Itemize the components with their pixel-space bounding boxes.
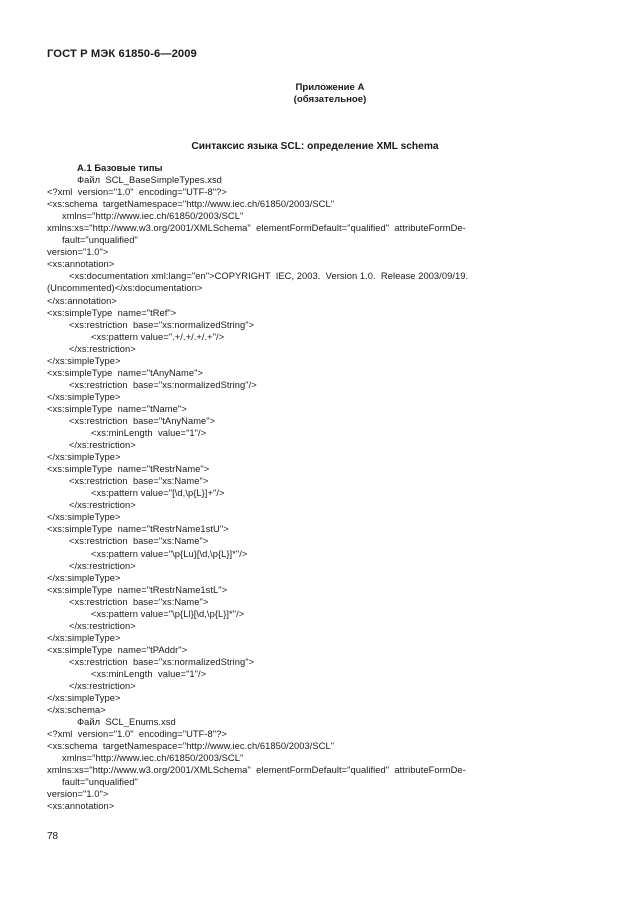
text-line: <xs:restriction base="xs:Name"> xyxy=(69,476,209,487)
text-line: </xs:simpleType> xyxy=(47,452,121,463)
appendix-title: Приложение А xyxy=(295,82,365,93)
text-line: </xs:restriction> xyxy=(69,681,136,692)
text-line: xmlns:xs="http://www.w3.org/2001/XMLSchema" elementFormDefault="qualified" attributeFormDe- xyxy=(47,223,466,234)
text-line: version="1.0"> xyxy=(47,247,109,258)
appendix-status: (обязательное) xyxy=(293,94,367,105)
text-line: </xs:simpleType> xyxy=(47,512,121,523)
text-line: <?xml version="1.0" encoding="UTF-8"?> xyxy=(47,729,227,740)
text-line: <xs:pattern value="[\d,\p{L}]+"/> xyxy=(91,488,225,499)
text-line: </xs:simpleType> xyxy=(47,632,121,643)
text-line: </xs:restriction> xyxy=(69,620,136,631)
text-line: fault="unqualified" xyxy=(62,235,138,246)
text-line: <xs:simpleType name="tRestrName"> xyxy=(47,464,210,475)
text-line: <xs:simpleType name="tRestrName1stU"> xyxy=(47,524,229,535)
text-line: <?xml version="1.0" encoding="UTF-8"?> xyxy=(47,187,227,198)
document-body xyxy=(47,162,607,813)
text-line: </xs:simpleType> xyxy=(47,391,121,402)
text-line: fault="unqualified" xyxy=(62,777,138,788)
text-line: Файл SCL_Enums.xsd xyxy=(77,717,176,728)
text-line: </xs:restriction> xyxy=(69,560,136,571)
text-line: version="1.0"> xyxy=(47,789,109,800)
text-line: <xs:pattern value="\p{Lu}[\d,\p{L}]*"/> xyxy=(91,548,248,559)
text-line: <xs:restriction base="xs:Name"> xyxy=(69,536,209,547)
text-line: <xs:simpleType name="tRef"> xyxy=(47,307,177,318)
text-line: <xs:simpleType name="tName"> xyxy=(47,403,187,414)
text-line: <xs:simpleType name="tAnyName"> xyxy=(47,367,203,378)
text-line: <xs:simpleType name="tRestrName1stL"> xyxy=(47,584,228,595)
text-line: </xs:simpleType> xyxy=(47,693,121,704)
text-line: </xs:schema> xyxy=(47,705,106,716)
section-title: Синтаксис языка SCL: определение XML schema xyxy=(191,141,439,152)
text-line: </xs:restriction> xyxy=(69,343,136,354)
text-line: Файл SCL_BaseSimpleTypes.xsd xyxy=(77,175,222,186)
text-line: (Uncommented)</xs:documentation> xyxy=(47,283,203,294)
text-line: </xs:simpleType> xyxy=(47,572,121,583)
text-line: <xs:pattern value=".+/.+/.+/.+"/> xyxy=(91,331,225,342)
document-header: ГОСТ Р МЭК 61850-6—2009 xyxy=(47,48,197,60)
text-line: <xs:restriction base="tAnyName"> xyxy=(69,415,216,426)
text-line: </xs:restriction> xyxy=(69,440,136,451)
text-line: </xs:restriction> xyxy=(69,500,136,511)
text-line: xmlns="http://www.iec.ch/61850/2003/SCL" xyxy=(62,211,244,222)
text-line: <xs:minLength value="1"/> xyxy=(91,428,207,439)
text-line: xmlns:xs="http://www.w3.org/2001/XMLSchema" elementFormDefault="qualified" attributeFormDe- xyxy=(47,765,466,776)
text-line: xmlns="http://www.iec.ch/61850/2003/SCL" xyxy=(62,753,244,764)
text-line: <xs:documentation xml:lang="en">COPYRIGHT IEC, 2003. Version 1.0. Release 2003/09/19. xyxy=(69,271,469,282)
subsection-heading: A.1 Базовые типы xyxy=(77,163,163,173)
text-line: <xs:schema targetNamespace="http://www.iec.ch/61850/2003/SCL" xyxy=(47,199,335,210)
page-number: 78 xyxy=(47,831,59,842)
text-line: <xs:restriction base="xs:normalizedString"/> xyxy=(69,379,257,390)
text-line: <xs:annotation> xyxy=(47,259,115,270)
text-line: <xs:restriction base="xs:Name"> xyxy=(69,596,209,607)
text-line: </xs:simpleType> xyxy=(47,355,121,366)
text-line: <xs:annotation> xyxy=(47,801,115,812)
text-line: <xs:pattern value="\p{Ll}[\d,\p{L}]*"/> xyxy=(91,608,245,619)
text-line: <xs:minLength value="1"/> xyxy=(91,668,207,679)
text-line: </xs:annotation> xyxy=(47,295,117,306)
text-line: <xs:simpleType name="tPAddr"> xyxy=(47,644,188,655)
text-line: <xs:restriction base="xs:normalizedString"> xyxy=(69,319,255,330)
text-line: <xs:schema targetNamespace="http://www.iec.ch/61850/2003/SCL" xyxy=(47,741,335,752)
text-line: <xs:restriction base="xs:normalizedString"> xyxy=(69,656,255,667)
